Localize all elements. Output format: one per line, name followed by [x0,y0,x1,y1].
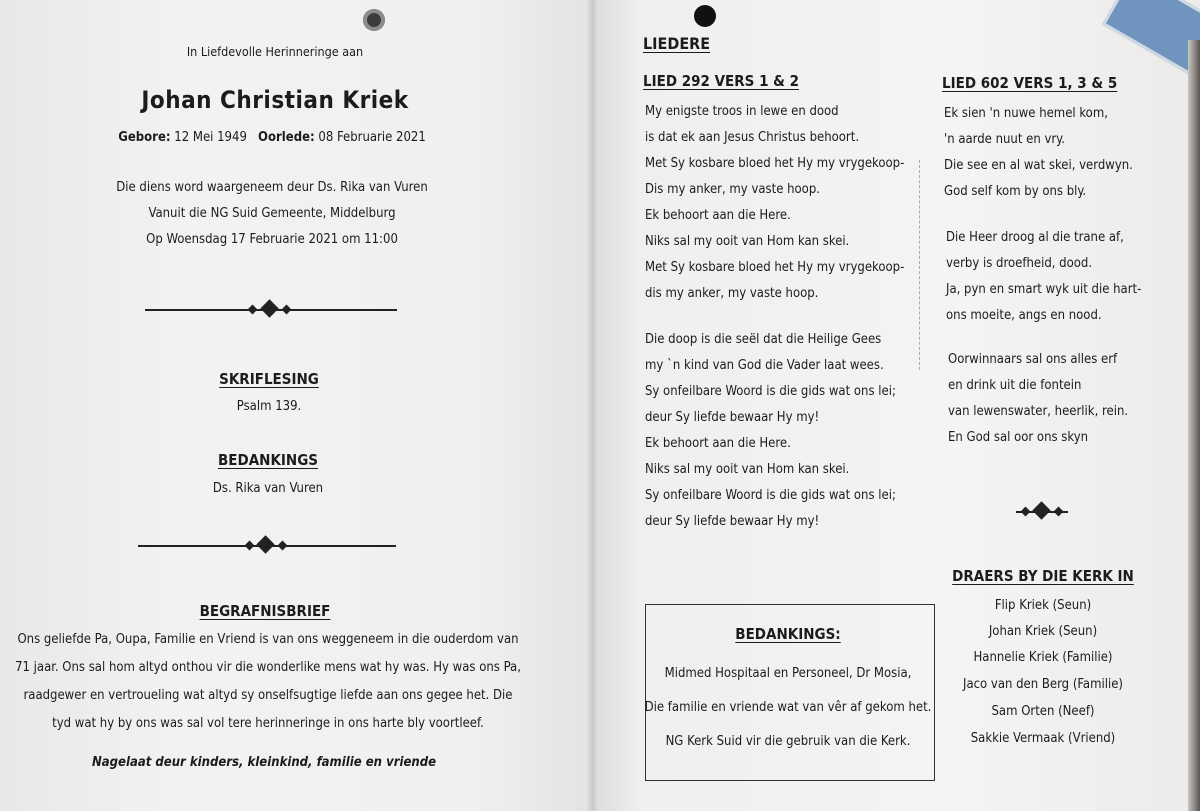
lyric-line: dis my anker, my vaste hoop. [645,286,819,301]
lyric-line: my `n kind van God die Vader laat wees. [645,358,884,373]
bearer-item: Sam Orten (Neef) [991,704,1095,719]
bearer-item: Sakkie Vermaak (Vriend) [970,731,1116,746]
reading-heading: SKRIFLESING [219,370,319,388]
lyric-line: is dat ek aan Jesus Christus behoort. [645,130,860,145]
died-date: 08 Februarie 2021 [318,130,426,145]
lyric-line: Oorwinnaars sal ons alles erf [948,352,1118,367]
lyric-line: En God sal oor ons skyn [948,430,1089,445]
letter-line: 71 jaar. Ons sal hom altyd onthou vir die wonderlike mens wat hy was. Hy was ons Pa, [15,660,521,675]
ornament-divider [1016,502,1068,522]
lyric-line: Met Sy kosbare bloed het Hy my vrygekoop- [645,156,905,171]
lyric-line: My enigste troos in lewe en dood [645,104,839,119]
letter-line: raadgewer en vertroueling wat altyd sy onselfsugtige liefde aan ons gegee het. Die [23,688,513,703]
punch-hole [694,5,716,27]
lyric-line: deur Sy liefde bewaar Hy my! [645,410,820,425]
intro-text: In Liefdevolle Herinneringe aan [186,44,364,59]
lyric-line: deur Sy liefde bewaar Hy my! [645,514,820,529]
lyric-line: Sy onfeilbare Woord is die gids wat ons lei; [645,384,896,399]
lyric-line: God self kom by ons bly. [944,184,1087,199]
lyric-line: van lewenswater, heerlik, rein. [948,404,1129,419]
lyric-line: ons moeite, angs en nood. [946,308,1102,323]
box-line: NG Kerk Suid vir die gebruik van die Kerk. [665,734,911,749]
lyric-line: Ek behoort aan die Here. [645,208,791,223]
box-heading: BEDANKINGS: [735,625,841,643]
lyric-line: Ja, pyn en smart wyk uit die hart- [946,282,1142,297]
lyric-line: Met Sy kosbare bloed het Hy my vrygekoop- [645,260,905,275]
song1-heading: LIED 292 VERS 1 & 2 [643,72,800,90]
lyric-line: Die doop is die seël dat die Heilige Gees [645,332,882,347]
ornament-divider [138,536,396,556]
dates-line [118,130,426,145]
thanks-text: Ds. Rika van Vuren [212,481,324,496]
born-date: 12 Mei 1949 [174,130,247,145]
box-line: Midmed Hospitaal en Personeel, Dr Mosia, [664,666,912,681]
lyric-line: Die see en al wat skei, verdwyn. [944,158,1133,173]
punch-hole [363,9,385,31]
column-rule [919,160,920,370]
lyric-line: Niks sal my ooit van Hom kan skei. [645,234,850,249]
died-label: Oorlede: [258,130,315,145]
letter-line: Ons geliefde Pa, Oupa, Familie en Vriend is van ons weggeneem in die ouderdom van [17,632,519,647]
deceased-name: Johan Christian Kriek [141,86,409,114]
ornament-divider [145,300,397,320]
born-label: Gebore: [118,130,171,145]
survived-by: Nagelaat deur kinders, kleinkind, familie en vriende [91,755,437,770]
box-line: Die familie en vriende wat van vêr af gekom het. [644,700,932,715]
left-page [0,0,592,811]
bearer-item: Flip Kriek (Seun) [994,598,1092,613]
lyric-line: Sy onfeilbare Woord is die gids wat ons lei; [645,488,896,503]
lyric-line: en drink uit die fontein [948,378,1082,393]
lyric-line: Ek behoort aan die Here. [645,436,791,451]
letter-heading: BEGRAFNISBRIEF [199,602,331,620]
bearers-heading: DRAERS BY DIE KERK IN [952,567,1134,585]
bearer-item: Hannelie Kriek (Familie) [973,650,1113,665]
lyric-line: Niks sal my ooit van Hom kan skei. [645,462,850,477]
service-line: Vanuit die NG Suid Gemeente, Middelburg [148,206,396,221]
bearer-item: Johan Kriek (Seun) [988,624,1098,639]
service-line: Op Woensdag 17 Februarie 2021 om 11:00 [146,232,398,247]
songs-heading: LIEDERE [643,34,711,53]
lyric-line: Dis my anker, my vaste hoop. [645,182,820,197]
letter-line: tyd wat hy by ons was sal vol tere herinneringe in ons harte bly voortleef. [52,716,484,731]
reading-text: Psalm 139. [236,399,302,414]
page-edge-shadow [1188,40,1200,811]
service-line: Die diens word waargeneem deur Ds. Rika van Vuren [116,180,428,195]
bearer-item: Jaco van den Berg (Familie) [963,677,1123,692]
page-fold [586,0,598,811]
lyric-line: Die Heer droog al die trane af, [946,230,1124,245]
thanks-heading: BEDANKINGS [217,451,319,469]
lyric-line: verby is droefheid, dood. [946,256,1093,271]
lyric-line: 'n aarde nuut en vry. [944,132,1065,147]
song2-heading: LIED 602 VERS 1, 3 & 5 [942,74,1118,92]
lyric-line: Ek sien 'n nuwe hemel kom, [944,106,1108,121]
